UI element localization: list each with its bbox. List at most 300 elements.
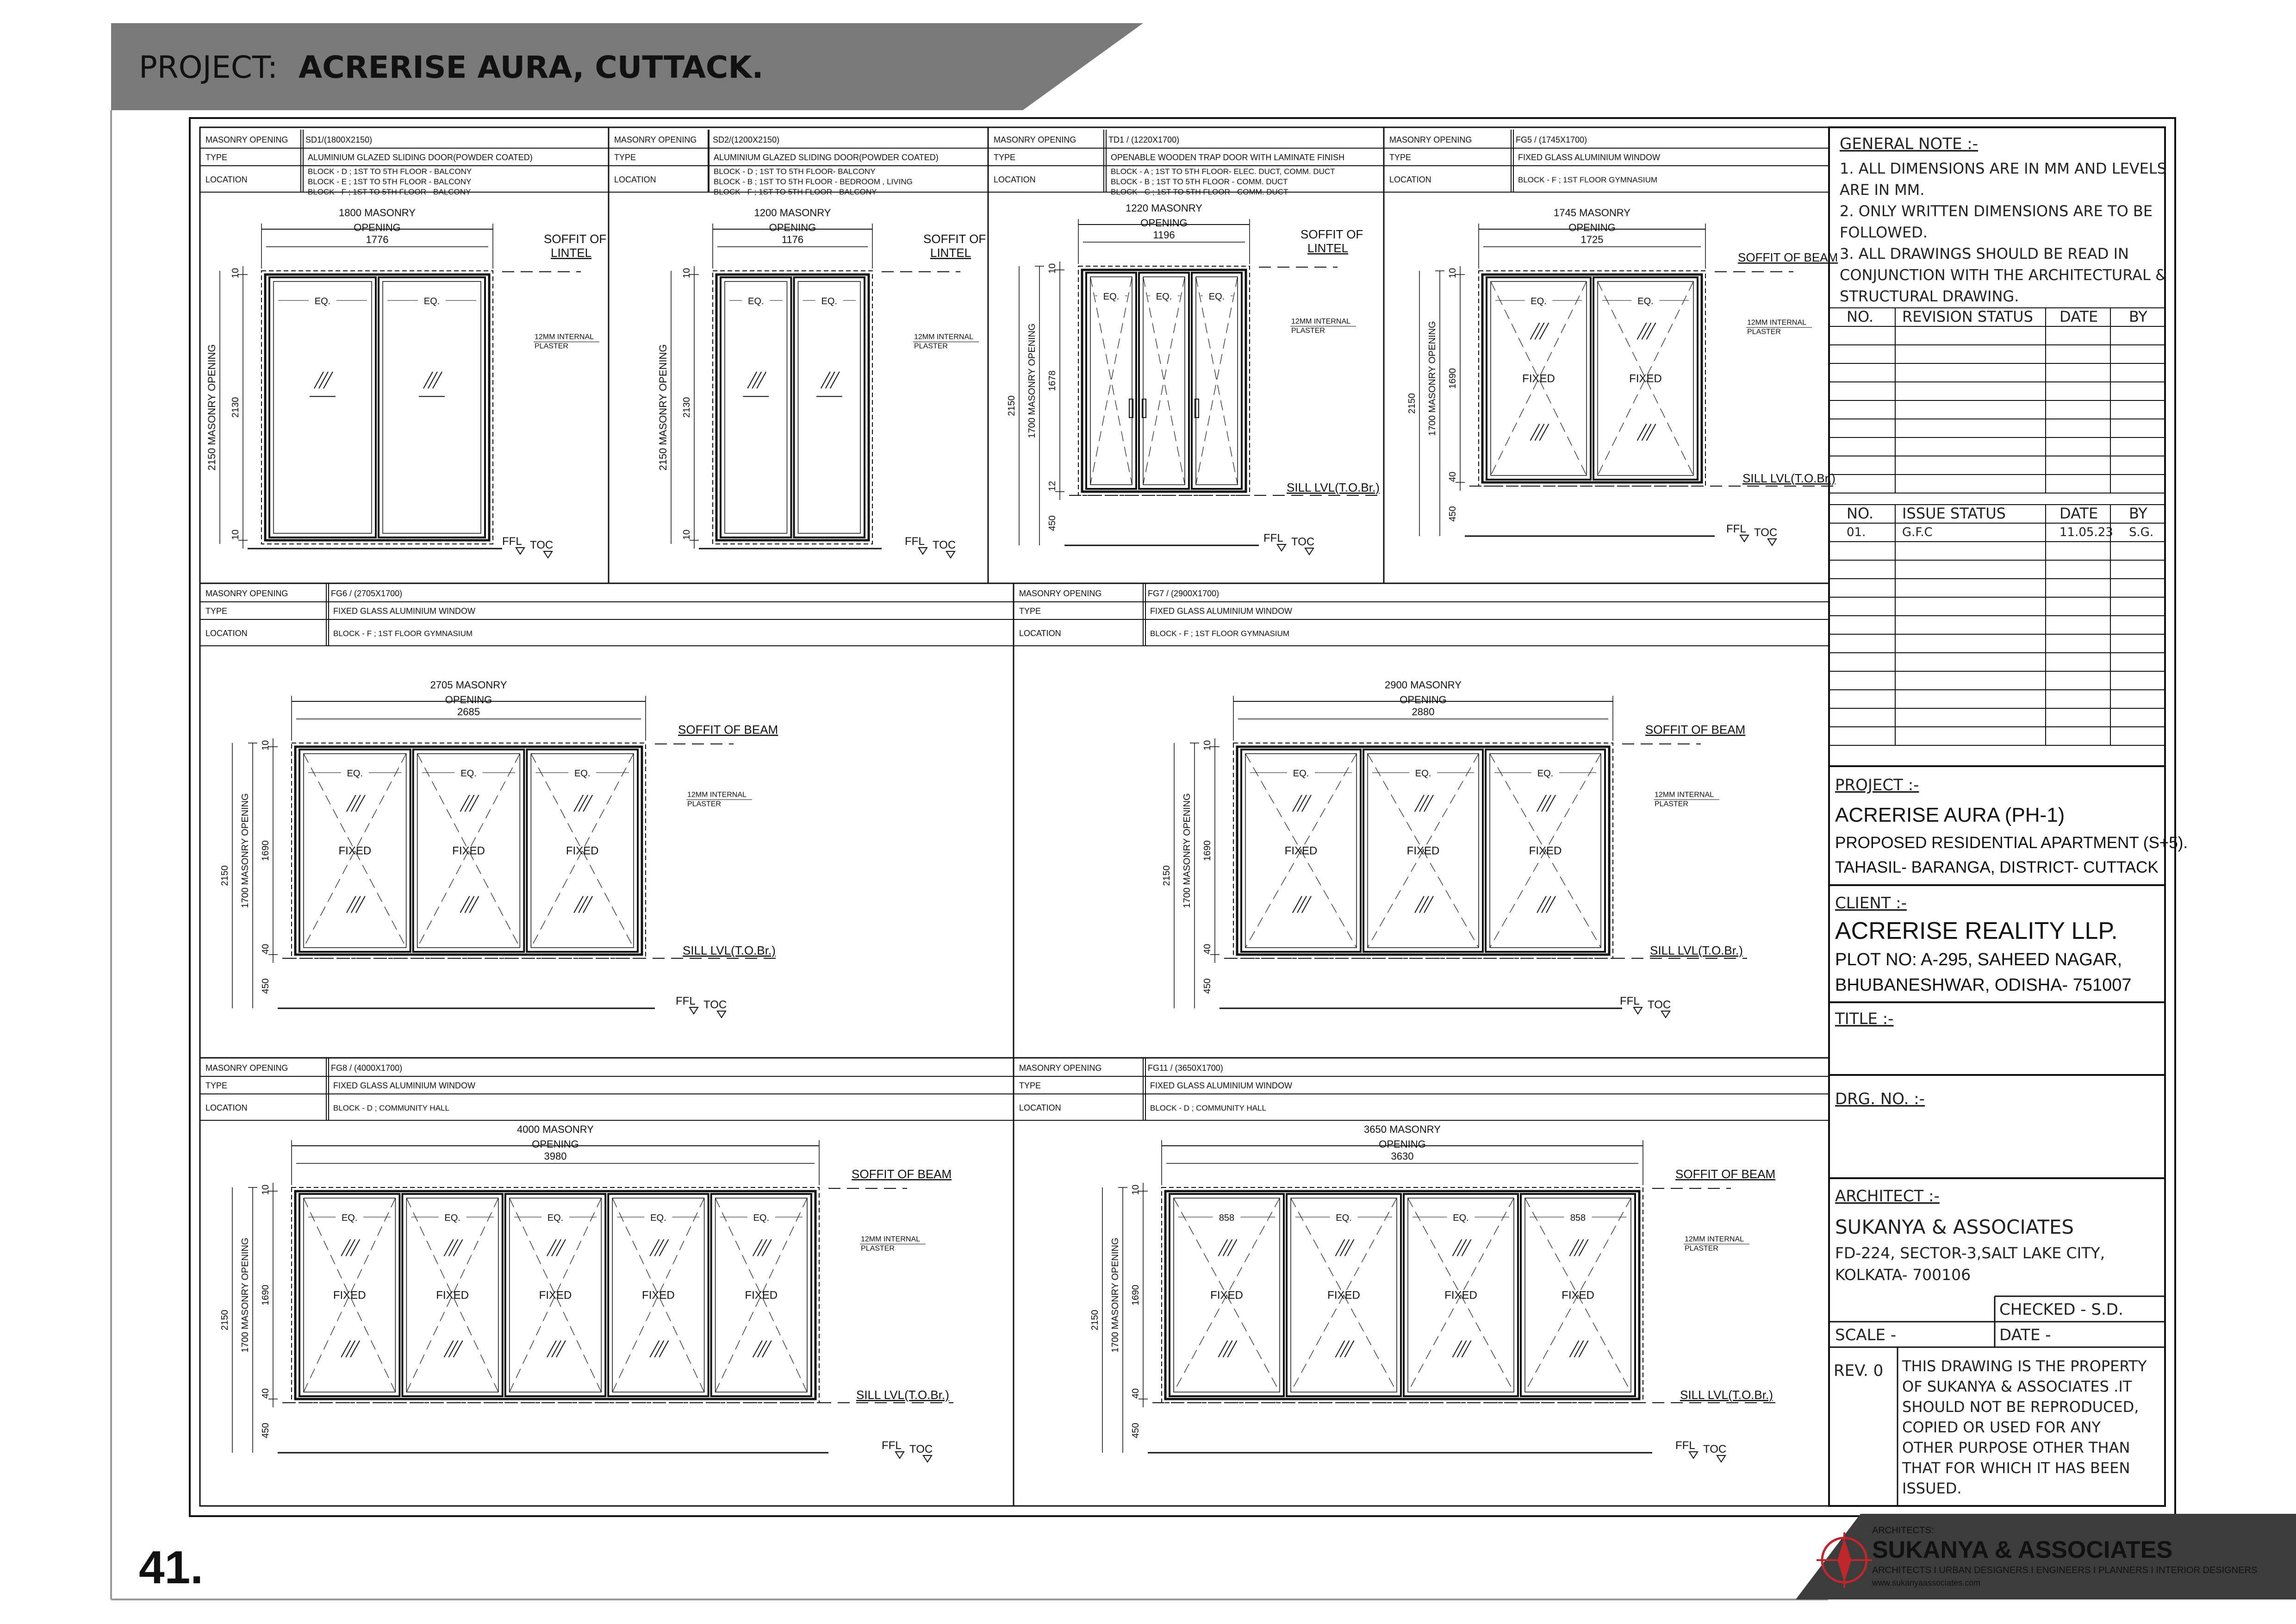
masonry-opening-label: MASONRY OPENING (614, 135, 697, 144)
general-note-line: 1. ALL DIMENSIONS ARE IN MM AND LEVELS (1840, 160, 2167, 177)
dim-top-gap: 10 (1047, 263, 1058, 274)
dim-bottom: 450 (261, 1423, 271, 1438)
glass-hatch (449, 1341, 458, 1357)
type-label: TYPE (205, 606, 228, 616)
dim-1700-masonry: 1700 MASONRY OPENING (240, 793, 250, 908)
plaster-note: PLASTER (914, 342, 948, 350)
glass-hatch (356, 896, 365, 913)
frame-outer (716, 275, 869, 540)
plaster-note: 12MM INTERNAL (687, 791, 747, 799)
dim-total-height: 2150 (1007, 395, 1017, 416)
project-line-2: PROPOSED RESIDENTIAL APARTMENT (S+5). (1835, 834, 2188, 852)
dim-bottom: 450 (1448, 506, 1458, 522)
location-line: BLOCK - B ; 1ST TO 5TH FLOOR - COMM. DUCT (1111, 177, 1288, 186)
door-handle (1195, 399, 1199, 418)
plaster-note: 12MM INTERNAL (1655, 791, 1714, 799)
glass-hatch (1297, 795, 1307, 812)
eq-label: EQ. (423, 296, 440, 306)
info-table-fg8 (200, 1058, 1014, 1120)
general-note-line: FOLLOWED. (1840, 224, 1928, 241)
glass-hatch (659, 1239, 668, 1256)
dim-sill-gap: 40 (261, 1388, 271, 1399)
type-label: TYPE (205, 1081, 228, 1090)
soffit-label: SOFFIT OF BEAM (678, 723, 778, 737)
level-marker (919, 548, 927, 554)
general-note-title: GENERAL NOTE :- (1840, 135, 1978, 153)
dim-total-height: 2150 (220, 865, 230, 886)
glass-hatch (1302, 896, 1311, 913)
glass-hatch (350, 1341, 360, 1357)
glass-hatch (470, 795, 479, 812)
dim-clear-width: 3630 (1391, 1150, 1414, 1162)
soffit-label: SOFFIT OF (923, 232, 986, 246)
dim-bottom-gap: 10 (682, 529, 692, 540)
architect-line-2: FD-224, SECTOR-3,SALT LAKE CITY, (1835, 1244, 2105, 1262)
info-table-td1 (988, 130, 1384, 196)
soffit-label: SOFFIT OF (544, 232, 607, 246)
title-block (1829, 127, 2188, 1506)
glass-hatch (753, 1341, 762, 1357)
glass-hatch (1574, 1239, 1584, 1256)
info-table-fg5 (1384, 130, 1829, 192)
sill-label: SILL LVL(T.O.Br.) (1650, 943, 1743, 957)
glass-hatch (552, 1341, 561, 1357)
glass-hatch (659, 1341, 668, 1357)
eq-label: EQ. (460, 768, 477, 779)
level-label: FFL (1263, 532, 1283, 544)
header-banner (111, 23, 1143, 110)
dim-total-height: 2150 (1090, 1310, 1100, 1330)
glass-hatch (1340, 1341, 1350, 1357)
glass-hatch (341, 1239, 350, 1256)
architect-line-3: KOLKATA- 700106 (1835, 1266, 1971, 1284)
glass-hatch (1535, 424, 1544, 441)
glass-hatch (758, 1239, 767, 1256)
client-line-1: ACRERISE REALITY LLP. (1835, 918, 2118, 944)
level-marker (516, 548, 524, 554)
masonry-opening-label: MASONRY OPENING (1019, 589, 1102, 598)
dim-total-height: 2150 (1407, 393, 1417, 414)
glass-hatch (1574, 1341, 1584, 1357)
eq-label: EQ. (1415, 768, 1431, 779)
glass-hatch (1223, 1239, 1232, 1256)
dim-clear-width: 1196 (1153, 229, 1175, 241)
glass-hatch (460, 795, 470, 812)
dim-top-gap: 10 (1448, 268, 1458, 279)
eq-label: EQ. (748, 296, 764, 306)
opening-type: FIXED GLASS ALUMINIUM WINDOW (1150, 606, 1293, 616)
dim-clear-width: 1176 (781, 234, 804, 245)
location-label: LOCATION (1019, 1103, 1061, 1112)
glass-hatch (579, 896, 588, 913)
fixed-label: FIXED (1406, 844, 1440, 857)
glass-hatch (1642, 424, 1651, 441)
dim-sill-gap: 40 (1448, 471, 1458, 482)
plaster-note: PLASTER (861, 1244, 895, 1253)
glass-hatch (1531, 323, 1540, 339)
glass-hatch (762, 1341, 772, 1357)
property-note-line: THIS DRAWING IS THE PROPERTY (1902, 1357, 2147, 1375)
glass-hatch (1336, 1239, 1345, 1256)
soffit-label: SOFFIT OF BEAM (1738, 250, 1838, 264)
glass-hatch (1223, 1341, 1232, 1357)
glass-hatch (1419, 896, 1429, 913)
info-table-fg7 (1014, 583, 1829, 646)
property-note-line: COPIED OR USED FOR ANY (1902, 1418, 2101, 1436)
dim-1700-masonry: 1700 MASONRY OPENING (240, 1237, 250, 1353)
level-label: FFL (1620, 995, 1640, 1007)
fixed-label: FIXED (1444, 1289, 1477, 1302)
level-label: TOC (1754, 526, 1778, 539)
pane (721, 277, 791, 537)
glass-hatch (547, 1239, 556, 1256)
level-label: TOC (1703, 1443, 1727, 1455)
level-label: FFL (1726, 523, 1746, 535)
dim-clear-width: 1725 (1580, 234, 1604, 245)
level-label: TOC (530, 539, 554, 551)
masonry-outline (261, 271, 493, 544)
glass (274, 281, 372, 533)
eq-label: EQ. (574, 768, 591, 779)
project-heading (139, 50, 764, 85)
drawing-number-label: DRG. NO. :- (1835, 1090, 1925, 1108)
fixed-label: FIXED (333, 1289, 366, 1302)
level-marker (896, 1452, 904, 1458)
info-table-fg6 (200, 583, 1014, 646)
dim-total-height: 2150 (220, 1310, 230, 1330)
glass-hatch (758, 1341, 767, 1357)
dim-top-gap: 10 (261, 740, 271, 751)
plaster-note: PLASTER (535, 342, 568, 350)
plaster-note: 12MM INTERNAL (1747, 319, 1807, 327)
soffit-label: SOFFIT OF BEAM (852, 1167, 952, 1181)
location-line: BLOCK - F ; 1ST TO 5TH FLOOR - BALCONY (308, 187, 471, 196)
location-label: LOCATION (614, 175, 656, 184)
glass-hatch (350, 1239, 360, 1256)
glass-hatch (1546, 795, 1556, 812)
info-table-fg11 (1014, 1058, 1829, 1120)
pane (1086, 273, 1136, 489)
elevation-fg11 (1090, 1124, 1777, 1462)
sill-label: SILL LVL(T.O.Br.) (1680, 1388, 1773, 1402)
dim-sill-gap: 40 (1202, 943, 1213, 955)
opening-code: FG5 / (1745X1700) (1516, 135, 1587, 144)
property-note-line: THAT FOR WHICH IT HAS BEEN (1902, 1459, 2130, 1477)
glass-hatch (465, 795, 474, 812)
logo-name: SUKANYA & ASSOCIATES (1872, 1537, 2173, 1563)
type-label: TYPE (1019, 606, 1041, 616)
glass-hatch (1228, 1239, 1237, 1256)
glass-hatch (351, 896, 361, 913)
glass-hatch (556, 1341, 566, 1357)
project-line-1: ACRERISE AURA (PH-1) (1835, 804, 2065, 826)
location-line: BLOCK - F ; 1ST TO 5TH FLOOR - BALCONY (714, 187, 877, 196)
dim-clear-height: 1690 (1448, 368, 1458, 389)
dim-top-gap: 10 (1131, 1184, 1141, 1195)
plaster-note: PLASTER (1291, 326, 1325, 335)
opening-code: FG7 / (2900X1700) (1148, 589, 1220, 598)
plaster-note: 12MM INTERNAL (861, 1235, 921, 1243)
glass-hatch (552, 1239, 561, 1256)
level-label: FFL (882, 1439, 902, 1452)
glass-hatch (654, 1239, 664, 1256)
glass-hatch (444, 1239, 454, 1256)
glass-hatch (1647, 424, 1656, 441)
glass-hatch (1537, 896, 1546, 913)
level-label: TOC (1648, 999, 1671, 1011)
opening-type: ALUMINIUM GLAZED SLIDING DOOR(POWDER COATED) (714, 153, 939, 162)
eq-label: EQ. (1293, 768, 1309, 779)
soffit-label: SOFFIT OF BEAM (1645, 723, 1746, 737)
location-label: LOCATION (1019, 629, 1061, 638)
level-marker (1689, 1452, 1698, 1458)
table-header: REVISION STATUS (1902, 308, 2033, 325)
logo-tagline: ARCHITECTS I URBAN DESIGNERS I ENGINEERS I PLANNERS I INTERIOR DESIGNERS (1872, 1565, 2258, 1575)
fixed-label: FIXED (338, 844, 372, 857)
dim-masonry-width: 2900 MASONRY (1385, 679, 1462, 691)
dim-1700-masonry: 1700 MASONRY OPENING (1110, 1237, 1120, 1353)
glass-hatch (1570, 1341, 1579, 1357)
elevation-fg6 (220, 679, 780, 1018)
lintel-label: LINTEL (930, 246, 971, 260)
dim-clear-height: 1678 (1047, 370, 1058, 391)
sill-label: SILL LVL(T.O.Br.) (1287, 481, 1380, 494)
table-cell: 11.05.23 (2060, 525, 2113, 539)
masonry-outline (713, 271, 872, 544)
fixed-label: FIXED (1327, 1289, 1360, 1302)
fixed-label: FIXED (566, 844, 599, 857)
dim-clear-width: 3980 (544, 1150, 567, 1162)
checked-by: CHECKED - S.D. (1999, 1300, 2123, 1319)
dim-opening: OPENING (445, 694, 492, 706)
glass-hatch (654, 1341, 664, 1357)
fixed-label: FIXED (539, 1289, 572, 1302)
dim-clear-width: 2880 (1412, 706, 1435, 718)
glass-hatch (1542, 795, 1551, 812)
dim-1700-masonry: 1700 MASONRY OPENING (1427, 321, 1437, 436)
level-marker (1661, 1011, 1670, 1018)
glass-hatch (465, 896, 474, 913)
glass-hatch (1570, 1239, 1579, 1256)
glass-hatch (753, 1239, 762, 1256)
glass-hatch (574, 896, 583, 913)
drawing-title-label: TITLE :- (1835, 1010, 1894, 1028)
glass-hatch (1531, 424, 1540, 441)
fixed-label: FIXED (436, 1289, 469, 1302)
type-label: TYPE (205, 153, 228, 162)
glass-hatch (1647, 323, 1656, 339)
dim-clear-height: 1690 (1202, 840, 1213, 861)
location-line: BLOCK - F ; 1ST FLOOR GYMNASIUM (333, 629, 473, 638)
glass-hatch (1424, 795, 1433, 812)
dim-masonry-width: 1800 MASONRY (339, 207, 416, 219)
table-header: ISSUE STATUS (1902, 505, 2006, 522)
elevation-fg5 (1407, 207, 1840, 545)
glass-hatch (1219, 1239, 1228, 1256)
glass-hatch (460, 896, 470, 913)
glass-hatch (826, 372, 835, 388)
frame-outer (1482, 275, 1702, 482)
elevation-fg7 (1162, 679, 1747, 1018)
soffit-label: SOFFIT OF BEAM (1675, 1167, 1776, 1181)
glass-hatch (1579, 1239, 1588, 1256)
glass-hatch (347, 795, 356, 812)
dim-1700-masonry: 1700 MASONRY OPENING (1182, 793, 1192, 908)
scale-label: SCALE - (1835, 1326, 1897, 1344)
eq-label: EQ. (1531, 296, 1547, 306)
plaster-note: 12MM INTERNAL (1291, 317, 1351, 325)
table-cell: G.F.C (1902, 525, 1933, 539)
dim-masonry-width: 2705 MASONRY (430, 679, 507, 691)
info-table-sd1 (200, 130, 609, 196)
level-marker (923, 1455, 932, 1462)
level-marker (1768, 539, 1776, 545)
dim-sill-gap: 40 (261, 943, 271, 955)
general-note-line: STRUCTURAL DRAWING. (1840, 287, 2019, 305)
glass-hatch (547, 1341, 556, 1357)
glass-hatch (1537, 795, 1546, 812)
architect-title: ARCHITECT :- (1835, 1187, 1940, 1206)
glass-hatch (356, 795, 365, 812)
dim-masonry-width: 4000 MASONRY (517, 1124, 594, 1135)
glass-hatch (752, 372, 761, 388)
dim-bottom: 450 (1131, 1423, 1141, 1438)
eq-label: EQ. (650, 1213, 666, 1223)
level-label: FFL (676, 995, 696, 1007)
general-note-line: ARE IN MM. (1840, 181, 1925, 199)
table-cell: S.G. (2129, 525, 2154, 539)
glass-hatch (1535, 323, 1544, 339)
elevation-sd1 (206, 207, 606, 558)
client-line-2: PLOT NO: A-295, SAHEED NAGAR, (1835, 950, 2122, 969)
glass (798, 281, 861, 533)
level-label: FFL (502, 535, 522, 548)
glass-hatch (1453, 1239, 1462, 1256)
eq-label: 858 (1570, 1213, 1586, 1223)
level-label: TOC (933, 539, 956, 551)
fixed-label: FIXED (1562, 1289, 1594, 1302)
eq-label: EQ. (1156, 292, 1172, 302)
table-cell: 01. (1847, 525, 1866, 539)
logo-website: www.sukanyaassociates.com (1872, 1578, 1981, 1587)
architect-line-1: SUKANYA & ASSOCIATES (1835, 1216, 2074, 1238)
glass-hatch (1462, 1239, 1471, 1256)
dim-opening: OPENING (1379, 1138, 1426, 1150)
masonry-opening-label: MASONRY OPENING (1389, 135, 1472, 144)
glass-hatch (314, 372, 324, 388)
sill-label: SILL LVL(T.O.Br.) (683, 943, 776, 957)
glass-hatch (454, 1239, 463, 1256)
location-line: BLOCK - D ; 1ST TO 5TH FLOOR- BALCONY (714, 167, 876, 176)
glass-hatch (1336, 1341, 1345, 1357)
dim-clear-width: 2685 (457, 706, 480, 718)
plaster-note: PLASTER (1685, 1244, 1718, 1253)
glass-hatch (1457, 1341, 1467, 1357)
glass-hatch (1340, 1239, 1350, 1256)
opening-type: FIXED GLASS ALUMINIUM WINDOW (333, 1081, 476, 1090)
glass-hatch (444, 1341, 454, 1357)
property-note-line: OTHER PURPOSE OTHER THAN (1902, 1439, 2130, 1456)
logo-small-text: ARCHITECTS: (1872, 1525, 1934, 1536)
opening-type: OPENABLE WOODEN TRAP DOOR WITH LAMINATE FINISH (1111, 153, 1345, 162)
dim-bottom: 450 (1047, 515, 1058, 531)
eq-label: EQ. (753, 1213, 770, 1223)
eq-label: EQ. (1103, 292, 1120, 302)
fixed-label: FIXED (452, 844, 485, 857)
plaster-note: 12MM INTERNAL (1685, 1235, 1744, 1243)
client-line-3: BHUBANESHWAR, ODISHA- 751007 (1835, 975, 2132, 995)
location-label: LOCATION (205, 1103, 248, 1112)
dim-sill-gap: 40 (1131, 1388, 1141, 1399)
glass-hatch (1579, 1341, 1588, 1357)
masonry-outline (1479, 271, 1705, 486)
level-label: TOC (1291, 536, 1315, 548)
glass-hatch (449, 1239, 458, 1256)
dim-masonry-width: 1220 MASONRY (1126, 202, 1202, 214)
general-note-line: CONJUNCTION WITH THE ARCHITECTURAL & (1840, 266, 2167, 284)
date-label: DATE - (1999, 1326, 2051, 1344)
fixed-label: FIXED (642, 1289, 675, 1302)
plaster-note: PLASTER (1747, 328, 1781, 336)
dim-clear-height: 1690 (1131, 1285, 1141, 1305)
dim-masonry-width: 1745 MASONRY (1554, 207, 1630, 219)
door-handle (1142, 399, 1146, 418)
level-marker (1740, 535, 1748, 542)
glass-hatch (762, 1239, 772, 1256)
location-line: BLOCK - E ; 1ST TO 5TH FLOOR - BALCONY (308, 177, 472, 186)
eq-label: EQ. (1537, 768, 1554, 779)
opening-type: FIXED GLASS ALUMINIUM WINDOW (1150, 1081, 1293, 1090)
frame-outer (265, 275, 489, 540)
issue-table (1829, 505, 2165, 745)
dim-2150-masonry: 2150 MASONRY OPENING (657, 344, 669, 471)
revision-number: REV. 0 (1834, 1362, 1884, 1380)
glass-hatch (583, 795, 592, 812)
glass-hatch (1345, 1239, 1354, 1256)
eq-label: EQ. (547, 1213, 564, 1223)
glass-hatch (1415, 795, 1424, 812)
glass-hatch (1293, 896, 1302, 913)
eq-label: EQ. (1637, 296, 1654, 306)
glass-hatch (351, 795, 361, 812)
location-label: LOCATION (994, 175, 1036, 184)
glass-hatch (1302, 795, 1311, 812)
masonry-opening-label: MASONRY OPENING (205, 1063, 288, 1073)
glass-hatch (1462, 1341, 1471, 1357)
general-note-line: 2. ONLY WRITTEN DIMENSIONS ARE TO BE (1840, 202, 2153, 220)
pane (794, 277, 865, 537)
location-line: BLOCK - D ; 1ST TO 5TH FLOOR - BALCONY (308, 167, 472, 176)
glass-hatch (423, 372, 433, 388)
footer-logo (1796, 1514, 2296, 1599)
elevation-fg8 (220, 1124, 953, 1462)
dim-top-gap: 10 (230, 268, 241, 279)
eq-label: EQ. (821, 296, 837, 306)
frame-outer (1082, 270, 1246, 492)
masonry-opening-label: MASONRY OPENING (205, 589, 288, 598)
opening-code: SD1/(1800X2150) (305, 135, 373, 144)
property-note (1902, 1357, 2147, 1497)
dim-bottom: 450 (261, 978, 271, 994)
glass-hatch (346, 1239, 355, 1256)
fixed-label: FIXED (1210, 1289, 1243, 1302)
location-line: BLOCK - D ; COMMUNITY HALL (1150, 1104, 1266, 1112)
dim-top-gap: 10 (261, 1184, 271, 1195)
info-table-sd2 (609, 130, 988, 196)
glass (383, 281, 481, 533)
dim-opening: OPENING (769, 222, 816, 233)
soffit-label: SOFFIT OF (1300, 227, 1363, 241)
